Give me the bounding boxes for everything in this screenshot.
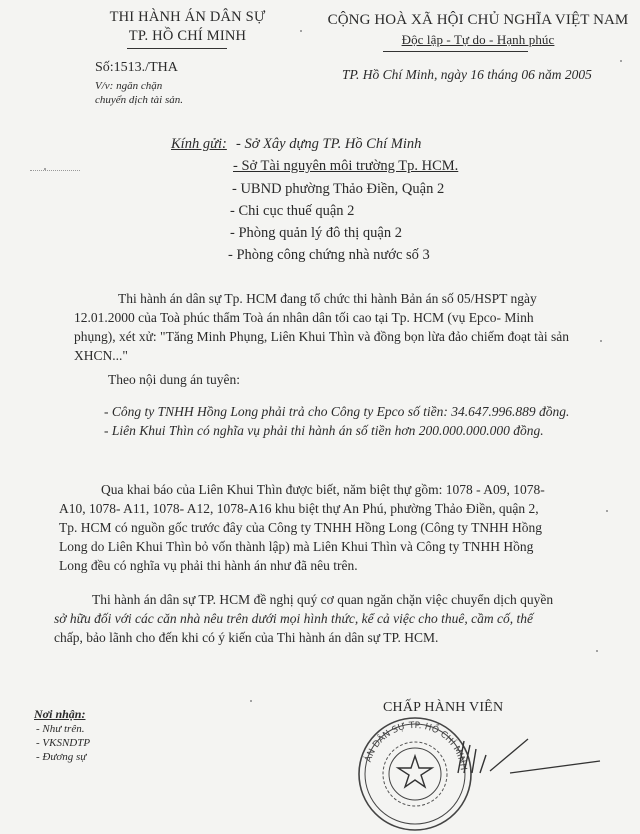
distribution-item: - Đương sự xyxy=(36,751,87,763)
distribution-item: - VKSNDTP xyxy=(36,737,91,749)
text-line: phụng), xét xử: "Tăng Minh Phụng, Liên Khui Thìn và đồng bọn lừa đảo chiếm đoạt tài sản xyxy=(74,329,569,344)
text-line: Long do Liên Khui Thìn bỏ vốn thành lập) mà Liên Khui Thìn và Công ty TNHH Hồng xyxy=(59,539,534,554)
text-line: chấp, bảo lãnh cho đến khi có ý kiến của Thi hành án dân sự TP. HCM. xyxy=(54,630,439,645)
svg-text:ÁN DÂN SỰ TP. HỒ CHÍ MINH: ÁN DÂN SỰ TP. HỒ CHÍ MINH xyxy=(363,720,468,772)
national-header xyxy=(318,11,638,49)
recipient-item: - Phòng công chứng nhà nước số 3 xyxy=(228,247,430,263)
agency-underline xyxy=(127,48,227,49)
verdict-item: - Công ty TNHH Hồng Long phải trả cho Công ty Epco số tiền: 34.647.996.889 đồng. xyxy=(104,404,570,419)
recipient-item: - Phòng quản lý đô thị quận 2 xyxy=(230,225,402,241)
recipient-item: - Sở Xây dựng TP. Hồ Chí Minh xyxy=(236,136,422,152)
recipient-item: - UBND phường Thảo Điền, Quận 2 xyxy=(232,181,445,197)
motto-underline xyxy=(383,51,528,52)
text-line: Long đều có nghĩa vụ phải thi hành án như đã nêu trên. xyxy=(59,558,358,573)
distribution-label: Nơi nhận: xyxy=(34,707,86,721)
verdict-item: - Liên Khui Thìn có nghĩa vụ phải thi hành án số tiền hơn 200.000.000.000 đồng. xyxy=(104,423,544,438)
distribution-item: - Như trên. xyxy=(36,723,85,735)
signature-icon xyxy=(450,735,610,775)
signer-title: CHẤP HÀNH VIÊN xyxy=(383,700,504,715)
text-line: A10, 1078- A11, 1078- A12, 1078-A16 khu biệt thự An Phú, phường Thảo Điền, quận 2, xyxy=(59,501,539,516)
national-motto: Độc lập - Tự do - Hạnh phúc xyxy=(401,32,555,47)
text-line: Thi hành án dân sự Tp. HCM đang tổ chức thi hành Bản án số 05/HSPT ngày xyxy=(118,291,537,306)
paragraph-request xyxy=(54,590,553,647)
text-line: Thi hành án dân sự TP. HCM đề nghị quý cơ quan ngăn chặn việc chuyển dịch quyền xyxy=(92,592,554,607)
issuing-agency xyxy=(100,8,275,46)
paragraph-judgment xyxy=(74,289,569,365)
recipients-label: Kính gửi: xyxy=(171,136,227,152)
recipient-item: - Chi cục thuế quận 2 xyxy=(230,203,355,219)
document-subject xyxy=(95,79,183,107)
text-line: Qua khai báo của Liên Khui Thìn được biết, năm biệt thự gồm: 1078 - A09, 1078- xyxy=(101,482,545,497)
text-line: 12.01.2000 của Toà phúc thẩm Toà án nhân dân tối cao tại Tp. HCM (vụ Epco- Minh xyxy=(74,310,534,325)
verdict-intro: Theo nội dung án tuyên: xyxy=(108,372,240,387)
nation-name: CỘNG HOÀ XÃ HỘI CHỦ NGHĨA VIỆT NAM xyxy=(327,12,629,28)
document-number: Số:1513./THA xyxy=(95,60,178,75)
subject-line2: chuyển dịch tài sản. xyxy=(95,94,183,106)
text-line: Tp. HCM có nguồn gốc trước đây của Công ty TNHH Hồng Long (Công ty TNHH Hồng xyxy=(59,520,543,535)
subject-line1: V/v: ngăn chặn xyxy=(95,80,163,92)
recipient-item: - Sở Tài nguyên môi trường Tp. HCM. xyxy=(233,158,459,174)
verdict-list xyxy=(104,402,569,440)
agency-name-line1: THI HÀNH ÁN DÂN SỰ xyxy=(109,9,266,25)
place-and-date: TP. Hồ Chí Minh, ngày 16 tháng 06 năm 2005 xyxy=(342,67,592,82)
agency-name-line2: TP. HỒ CHÍ MINH xyxy=(128,28,247,44)
text-line: XHCN..." xyxy=(74,348,128,363)
paragraph-villas xyxy=(59,480,545,575)
text-line: sở hữu đối với các căn nhà nêu trên dưới mọi hình thức, kể cả việc cho thuê, cầm cố, thế xyxy=(54,611,533,626)
